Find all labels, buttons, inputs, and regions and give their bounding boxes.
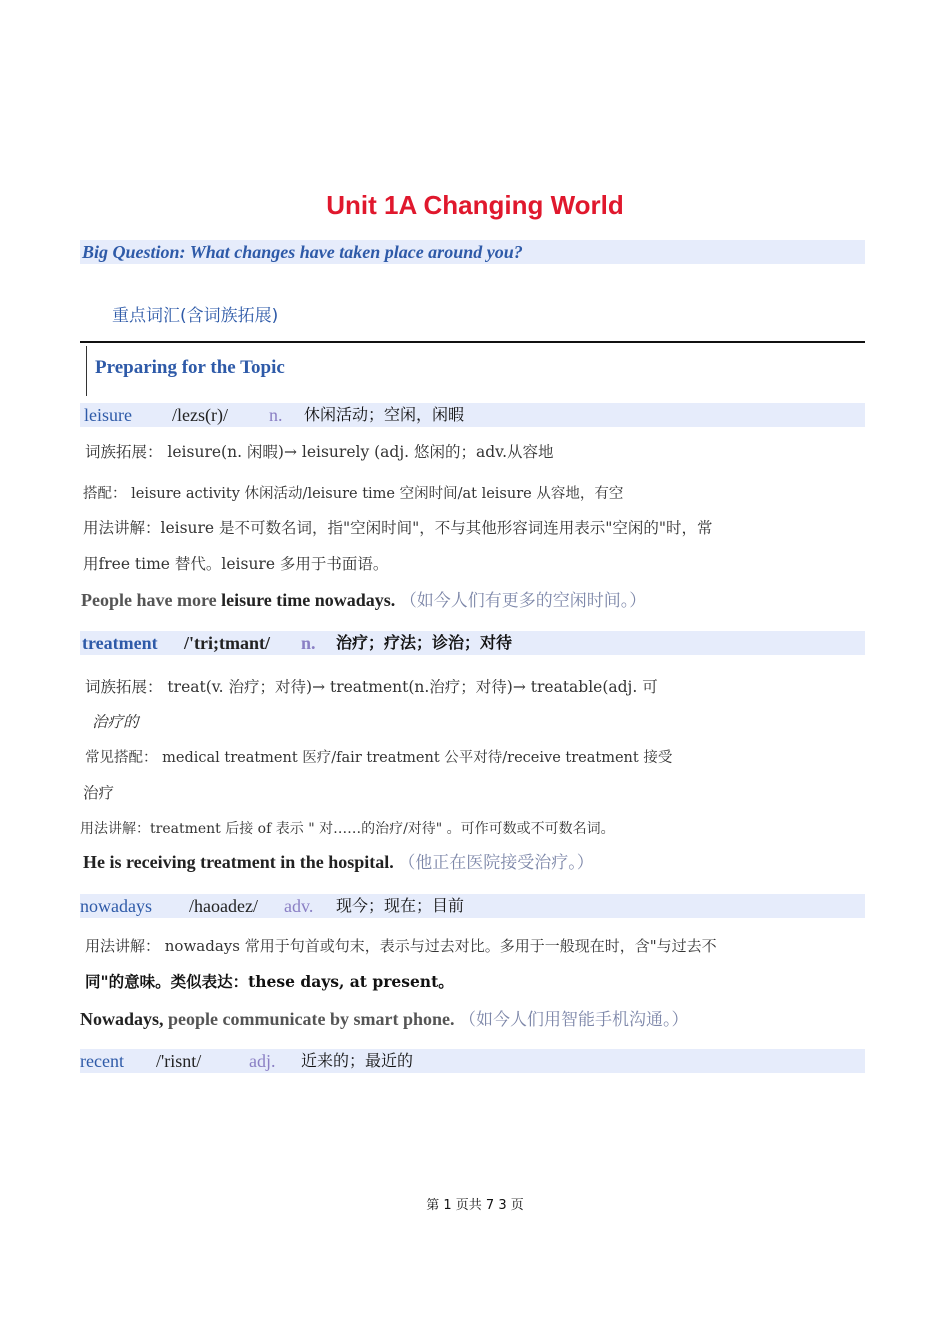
usage-line-cont: 同"的意味。类似表达：these days, at present。 (85, 972, 454, 991)
vocab-phonetic: /'risnt/ (156, 1051, 202, 1071)
topic-left-bar (86, 346, 87, 396)
vocab-meaning: 治疗；疗法；诊治；对待 (336, 633, 513, 652)
page-footer: 第 1 页共 7 3 页 (426, 1198, 524, 1213)
example-bold-text: Nowadays, (80, 1009, 164, 1029)
vocab-pos: n. (269, 405, 283, 425)
vocab-pos: n. (301, 633, 316, 653)
usage-line: 用法讲解：treatment 后接 of 表示 " 对……的治疗/对待" 。可作可数或不可数名词。 (80, 821, 615, 837)
word-family-line: 词族拓展： treat(v. 治疗；对待)→ treatment(n.治疗；对待)→ treatable(adj. 可 (85, 678, 658, 696)
collocation-line: 搭配： leisure activity 休闲活动/leisure time 空闲时间/at leisure 从容地，有空 (83, 486, 624, 502)
vocab-word: treatment (82, 633, 158, 653)
vocab-row-leisure (80, 403, 865, 427)
vocab-meaning: 休闲活动；空闲，闲暇 (304, 405, 465, 424)
topic-heading: Preparing for the Topic (95, 357, 285, 378)
example-sentence (81, 586, 646, 611)
vocab-pos: adv. (284, 896, 314, 916)
example-sentence (80, 1005, 689, 1030)
vocab-phonetic: /'tri;tmant/ (184, 633, 270, 653)
vocab-meaning: 近来的；最近的 (301, 1051, 414, 1070)
vocab-phonetic: /haoadez/ (189, 896, 258, 916)
vocab-pos: adj. (249, 1051, 276, 1071)
vocab-phonetic: /lezs(r)/ (172, 405, 228, 425)
vocab-meaning: 现今；现在；目前 (336, 896, 465, 915)
example-text: people communicate by smart phone. (163, 1009, 455, 1029)
section-heading: 重点词汇(含词族拓展) (112, 306, 279, 326)
example-translation: （他正在医院接受治疗。） (398, 853, 594, 873)
vocab-row-nowadays (80, 894, 865, 918)
vocab-word: nowadays (80, 896, 152, 916)
example-text: People have more (81, 590, 222, 610)
collocation-line-cont: 治疗 (83, 784, 115, 802)
page-title: Unit 1A Changing World (326, 190, 624, 220)
vocab-word: recent (80, 1051, 124, 1071)
vocab-row-treatment (80, 631, 865, 655)
example-translation: （如今人们用智能手机沟通。） (459, 1010, 689, 1030)
word-family-line-cont: 治疗的 (92, 713, 139, 731)
vocab-word: leisure (84, 405, 132, 425)
vocab-row-recent (80, 1049, 865, 1073)
usage-line: 用法讲解： nowadays 常用于句首或句末，表示与过去对比。多用于一般现在时，含"与过去不 (85, 937, 717, 955)
big-question: Big Question: What changes have taken place around you? (80, 240, 865, 264)
collocation-line: 常见搭配： medical treatment 医疗/fair treatment 公平对待/receive treatment 接受 (85, 750, 673, 766)
example-sentence (83, 848, 594, 873)
example-bold-text: leisure time nowadays. (221, 590, 396, 610)
usage-line: 用法讲解：leisure 是不可数名词，指"空闲时间"，不与其他形容词连用表示"空闲的"时，常 (83, 519, 713, 537)
example-translation: （如今人们有更多的空闲时间。） (399, 591, 647, 611)
example-text: He is receiving treatment in the hospital. (83, 852, 394, 872)
usage-line: 用free time 替代。leisure 多用于书面语。 (83, 555, 389, 573)
word-family-line: 词族拓展： leisure(n. 闲暇)→ leisurely (adj. 悠闲的；adv.从容地 (85, 443, 554, 461)
divider-rule (80, 341, 865, 343)
